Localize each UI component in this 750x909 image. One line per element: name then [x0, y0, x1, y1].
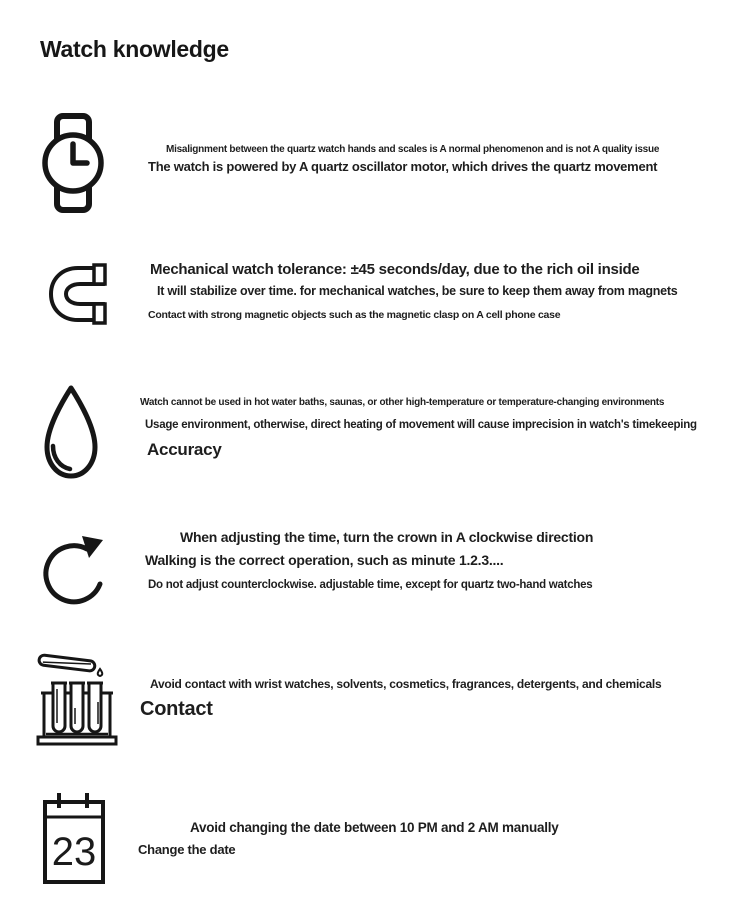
clockwise-adjust-heading: When adjusting the time, turn the crown in A clockwise direction	[180, 529, 594, 545]
clockwise-arrow-icon	[38, 526, 108, 616]
calendar-icon	[42, 792, 106, 885]
change-date-heading: Change the date	[138, 842, 236, 857]
counterclockwise-note: Do not adjust counterclockwise. adjustable time, except for quartz two-hand watches	[148, 579, 593, 591]
page-title: Watch knowledge	[40, 36, 229, 62]
magnetic-contact-note: Contact with strong magnetic objects such as the magnetic clasp on A cell phone case	[148, 309, 561, 321]
usage-environment-text: Usage environment, otherwise, direct heating of movement will cause imprecision in watch's timekeeping	[145, 419, 697, 431]
calendar-day-number: 23	[51, 830, 97, 874]
chemical-contact-note: Avoid contact with wrist watches, solvents, cosmetics, fragrances, detergents, and chemicals	[150, 677, 662, 691]
magnet-icon	[46, 263, 108, 325]
wristwatch-icon	[42, 113, 104, 213]
quartz-movement-text: The watch is powered by A quartz oscillator motor, which drives the quartz movement	[148, 159, 658, 174]
test-tubes-icon	[34, 648, 120, 746]
hot-water-warning-note: Watch cannot be used in hot water baths, saunas, or other high-temperature or temperature-changing environments	[140, 397, 665, 408]
contact-heading: Contact	[140, 698, 213, 720]
water-drop-icon	[40, 384, 102, 482]
walking-operation-text: Walking is the correct operation, such as minute 1.2.3....	[145, 552, 504, 568]
accuracy-heading: Accuracy	[147, 440, 222, 459]
tolerance-heading: Mechanical watch tolerance: ±45 seconds/day, due to the rich oil inside	[150, 261, 640, 278]
date-change-warning: Avoid changing the date between 10 PM and 2 AM manually	[190, 820, 559, 835]
quartz-misalignment-note: Misalignment between the quartz watch hands and scales is A normal phenomenon and is not A quality issue	[166, 144, 660, 155]
magnet-warning-text: It will stabilize over time. for mechanical watches, be sure to keep them away from magnets	[157, 284, 678, 298]
